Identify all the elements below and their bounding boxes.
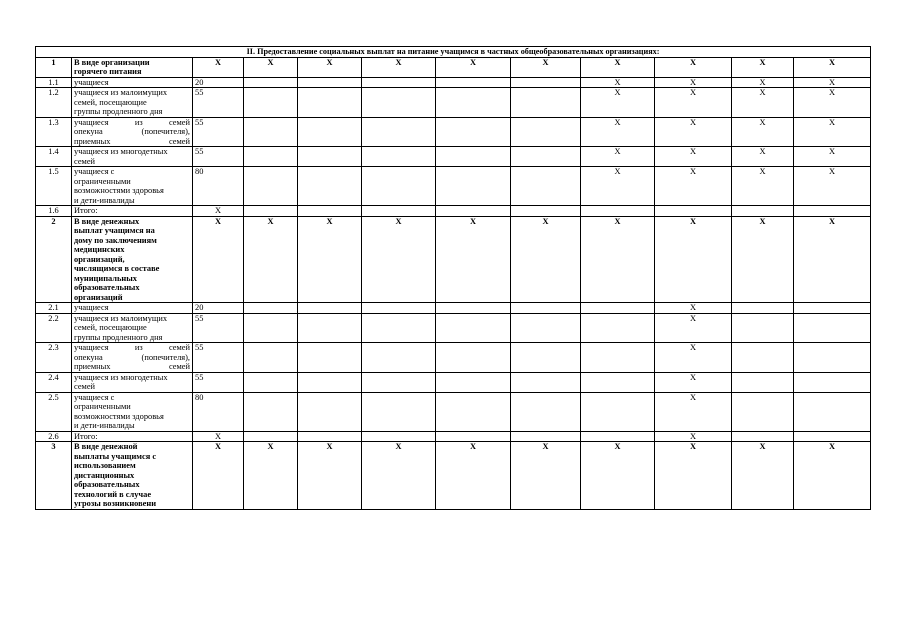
table-row xyxy=(36,206,871,217)
row-description xyxy=(72,372,193,392)
description-line: и дети-инвалиды xyxy=(74,421,135,430)
table-cell xyxy=(436,392,511,431)
table-cell xyxy=(244,372,298,392)
table-cell xyxy=(436,343,511,373)
table-cell: X xyxy=(732,88,794,118)
table-cell: 55 xyxy=(193,147,244,167)
description-line: ограниченными xyxy=(74,402,131,411)
table-cell xyxy=(794,313,871,343)
table-cell xyxy=(298,88,362,118)
table-cell: X xyxy=(298,57,362,77)
table-cell xyxy=(794,431,871,442)
table-cell xyxy=(511,431,581,442)
table-cell: X xyxy=(244,442,298,510)
table-cell xyxy=(794,206,871,217)
table-row xyxy=(36,147,871,167)
table-cell xyxy=(298,372,362,392)
document-page xyxy=(35,46,870,510)
description-line: учащиеся с xyxy=(74,392,115,402)
table-cell: X xyxy=(655,77,732,88)
table-cell xyxy=(362,303,436,314)
row-description xyxy=(72,117,193,147)
table-cell xyxy=(298,303,362,314)
table-cell: X xyxy=(655,431,732,442)
table-cell xyxy=(511,343,581,373)
description-line: В виде денежных xyxy=(74,216,140,226)
description-line: организаций xyxy=(74,292,123,302)
row-number: 2.3 xyxy=(36,343,72,373)
table-cell xyxy=(511,372,581,392)
row-number: 2.5 xyxy=(36,392,72,431)
description-line: образовательных xyxy=(74,480,140,489)
row-number: 1.5 xyxy=(36,167,72,206)
table-cell: X xyxy=(581,88,655,118)
description-line: учащиеся из малоимущих xyxy=(74,313,168,323)
row-description xyxy=(72,442,193,510)
table-cell: X xyxy=(362,57,436,77)
description-line: возможностями здоровья xyxy=(74,186,164,195)
description-line: учащиеся из малоимущих xyxy=(74,88,168,97)
table-cell: X xyxy=(511,442,581,510)
table-cell: X xyxy=(193,431,244,442)
description-line: ограниченными xyxy=(74,176,131,186)
table-cell xyxy=(436,313,511,343)
table-cell: X xyxy=(655,167,732,206)
row-description xyxy=(72,216,193,303)
table-cell xyxy=(732,431,794,442)
table-cell xyxy=(362,167,436,206)
table-cell xyxy=(794,343,871,373)
description-line: учащиеся из семей xyxy=(74,117,190,127)
table-row xyxy=(36,216,871,303)
table-cell xyxy=(581,303,655,314)
table-cell xyxy=(244,303,298,314)
table-cell: X xyxy=(581,147,655,167)
row-description xyxy=(72,206,193,217)
table-cell xyxy=(732,372,794,392)
table-row xyxy=(36,88,871,118)
table-cell xyxy=(511,303,581,314)
table-cell xyxy=(732,313,794,343)
table-cell: 55 xyxy=(193,372,244,392)
table-cell: X xyxy=(655,392,732,431)
description-line: учащиеся xyxy=(74,303,109,312)
table-cell xyxy=(362,147,436,167)
table-cell xyxy=(244,392,298,431)
table-cell xyxy=(436,372,511,392)
table-cell xyxy=(362,313,436,343)
table-cell: X xyxy=(581,216,655,303)
table-cell: X xyxy=(732,216,794,303)
row-number: 1 xyxy=(36,57,72,77)
description-line: семей, посещающие xyxy=(74,323,147,332)
table-cell: X xyxy=(193,216,244,303)
table-cell xyxy=(298,313,362,343)
description-line: семей xyxy=(74,382,96,391)
table-cell: X xyxy=(436,216,511,303)
description-line: технологий в случае xyxy=(74,489,152,499)
table-row xyxy=(36,117,871,147)
table-cell: X xyxy=(436,57,511,77)
table-cell: X xyxy=(794,147,871,167)
table-cell: 20 xyxy=(193,303,244,314)
table-cell xyxy=(794,303,871,314)
row-number: 2.2 xyxy=(36,313,72,343)
table-cell: X xyxy=(436,442,511,510)
table-cell xyxy=(244,117,298,147)
table-cell xyxy=(581,206,655,217)
row-number: 1.3 xyxy=(36,117,72,147)
description-line: семей, посещающие xyxy=(74,97,147,107)
table-cell: X xyxy=(298,442,362,510)
description-line: горячего питания xyxy=(74,67,142,76)
table-cell xyxy=(362,372,436,392)
table-cell xyxy=(436,303,511,314)
description-line: учащиеся из многодетных xyxy=(74,372,168,382)
table-cell: 55 xyxy=(193,88,244,118)
table-cell: X xyxy=(732,147,794,167)
table-cell: 20 xyxy=(193,77,244,88)
table-cell: X xyxy=(655,313,732,343)
table-cell: X xyxy=(581,167,655,206)
table-cell: X xyxy=(362,442,436,510)
table-row xyxy=(36,167,871,206)
table-cell xyxy=(298,343,362,373)
section-title: II. Предоставление социальных выплат на питание учащимся в частных общеобразовательных организациях: xyxy=(36,47,871,58)
table-cell xyxy=(244,167,298,206)
row-description xyxy=(72,77,193,88)
table-row xyxy=(36,313,871,343)
table-cell xyxy=(244,343,298,373)
table-cell xyxy=(436,88,511,118)
description-line: опекуна (попечителя), xyxy=(74,127,190,136)
table-cell xyxy=(581,313,655,343)
table-cell: X xyxy=(794,117,871,147)
table-cell: X xyxy=(193,206,244,217)
description-line: В виде денежной xyxy=(74,442,138,451)
table-cell: X xyxy=(362,216,436,303)
description-line: медицинских xyxy=(74,245,125,254)
table-cell xyxy=(732,206,794,217)
table-cell: X xyxy=(655,57,732,77)
description-line: числящимся в составе xyxy=(74,264,160,273)
table-cell xyxy=(581,431,655,442)
description-line: семей xyxy=(74,156,96,166)
row-number: 1.1 xyxy=(36,77,72,88)
table-cell: X xyxy=(581,57,655,77)
row-description xyxy=(72,167,193,206)
description-line: В виде организации xyxy=(74,57,150,67)
description-line: и дети-инвалиды xyxy=(74,195,135,205)
table-cell xyxy=(244,147,298,167)
description-line: муниципальных xyxy=(74,273,137,283)
description-line: дистанционных xyxy=(74,470,135,480)
description-line: группы продленного дня xyxy=(74,332,163,342)
table-cell xyxy=(436,147,511,167)
table-cell xyxy=(581,392,655,431)
row-description xyxy=(72,147,193,167)
row-description xyxy=(72,303,193,314)
table-cell: X xyxy=(581,117,655,147)
table-cell: X xyxy=(655,117,732,147)
table-cell: 55 xyxy=(193,117,244,147)
row-number: 2 xyxy=(36,216,72,303)
row-number: 1.6 xyxy=(36,206,72,217)
table-cell: 80 xyxy=(193,392,244,431)
table-cell: X xyxy=(511,216,581,303)
table-cell xyxy=(511,392,581,431)
description-line: приемных семей xyxy=(74,136,190,146)
description-line: дому по заключениям xyxy=(74,235,157,245)
row-description xyxy=(72,343,193,373)
table-cell xyxy=(581,372,655,392)
table-cell xyxy=(436,206,511,217)
social-payments-table xyxy=(35,46,871,510)
table-cell xyxy=(244,88,298,118)
row-description xyxy=(72,392,193,431)
table-cell: X xyxy=(298,216,362,303)
table-cell xyxy=(362,431,436,442)
table-cell xyxy=(298,431,362,442)
table-cell: X xyxy=(794,77,871,88)
table-cell xyxy=(511,117,581,147)
table-cell xyxy=(362,343,436,373)
table-cell xyxy=(732,343,794,373)
table-cell: 55 xyxy=(193,343,244,373)
table-cell: X xyxy=(511,57,581,77)
row-number: 1.4 xyxy=(36,147,72,167)
table-cell xyxy=(511,88,581,118)
table-cell xyxy=(436,167,511,206)
description-line: группы продленного дня xyxy=(74,107,163,116)
description-line: учащиеся из семей xyxy=(74,343,190,352)
table-cell xyxy=(436,117,511,147)
table-cell xyxy=(511,313,581,343)
row-description xyxy=(72,431,193,442)
table-cell: X xyxy=(655,303,732,314)
table-cell xyxy=(511,167,581,206)
description-line: использованием xyxy=(74,461,136,470)
table-cell: X xyxy=(794,216,871,303)
table-cell xyxy=(794,392,871,431)
table-cell: X xyxy=(732,167,794,206)
table-cell xyxy=(244,313,298,343)
row-description xyxy=(72,57,193,77)
table-cell: X xyxy=(581,442,655,510)
table-cell: X xyxy=(794,88,871,118)
description-line: учащиеся с xyxy=(74,167,115,176)
table-cell xyxy=(511,77,581,88)
row-description xyxy=(72,313,193,343)
description-line: угрозы возникновени xyxy=(74,499,157,508)
table-cell xyxy=(298,117,362,147)
table-row xyxy=(36,392,871,431)
table-row xyxy=(36,57,871,77)
table-cell xyxy=(362,206,436,217)
description-line: выплат учащимся на xyxy=(74,226,155,235)
table-cell xyxy=(244,206,298,217)
table-cell: X xyxy=(794,442,871,510)
row-number: 2.4 xyxy=(36,372,72,392)
table-cell: X xyxy=(732,57,794,77)
table-cell xyxy=(794,372,871,392)
table-cell xyxy=(362,392,436,431)
section-title-row xyxy=(36,47,871,58)
description-line: возможностями здоровья xyxy=(74,411,164,421)
table-cell: X xyxy=(244,216,298,303)
table-cell: X xyxy=(655,343,732,373)
table-cell: X xyxy=(655,372,732,392)
table-cell xyxy=(732,303,794,314)
description-line: учащиеся xyxy=(74,77,109,87)
table-cell xyxy=(298,392,362,431)
table-cell: X xyxy=(732,117,794,147)
table-cell xyxy=(298,167,362,206)
table-cell xyxy=(244,431,298,442)
table-cell xyxy=(244,77,298,88)
table-row xyxy=(36,77,871,88)
table-cell xyxy=(362,77,436,88)
table-row xyxy=(36,303,871,314)
table-cell: X xyxy=(193,442,244,510)
table-cell xyxy=(436,431,511,442)
description-line: учащиеся из многодетных xyxy=(74,147,168,156)
row-number: 3 xyxy=(36,442,72,510)
table-cell: X xyxy=(193,57,244,77)
table-cell: 80 xyxy=(193,167,244,206)
row-number: 2.1 xyxy=(36,303,72,314)
table-cell: X xyxy=(655,216,732,303)
table-row xyxy=(36,372,871,392)
table-cell: X xyxy=(655,88,732,118)
description-line: Итого: xyxy=(74,431,98,441)
table-cell: X xyxy=(655,147,732,167)
description-line: выплаты учащимся с xyxy=(74,451,157,461)
table-cell xyxy=(436,77,511,88)
table-cell: X xyxy=(794,167,871,206)
description-line: организаций, xyxy=(74,254,125,264)
table-cell: X xyxy=(732,442,794,510)
row-description xyxy=(72,88,193,118)
row-number: 1.2 xyxy=(36,88,72,118)
table-cell xyxy=(298,77,362,88)
row-number: 2.6 xyxy=(36,431,72,442)
table-cell xyxy=(581,343,655,373)
table-cell: X xyxy=(794,57,871,77)
table-cell: X xyxy=(244,57,298,77)
description-line: опекуна (попечителя), xyxy=(74,352,190,362)
table-cell xyxy=(511,206,581,217)
table-cell: 55 xyxy=(193,313,244,343)
table-cell xyxy=(298,206,362,217)
table-cell: X xyxy=(581,77,655,88)
table-row xyxy=(36,343,871,373)
table-cell: X xyxy=(732,77,794,88)
table-cell xyxy=(655,206,732,217)
table-row xyxy=(36,442,871,510)
table-cell xyxy=(362,88,436,118)
table-cell: X xyxy=(655,442,732,510)
description-line: Итого: xyxy=(74,206,98,215)
table-cell xyxy=(362,117,436,147)
table-row xyxy=(36,431,871,442)
table-cell xyxy=(511,147,581,167)
description-line: приемных семей xyxy=(74,362,190,371)
table-cell xyxy=(732,392,794,431)
table-cell xyxy=(298,147,362,167)
description-line: образовательных xyxy=(74,283,140,292)
